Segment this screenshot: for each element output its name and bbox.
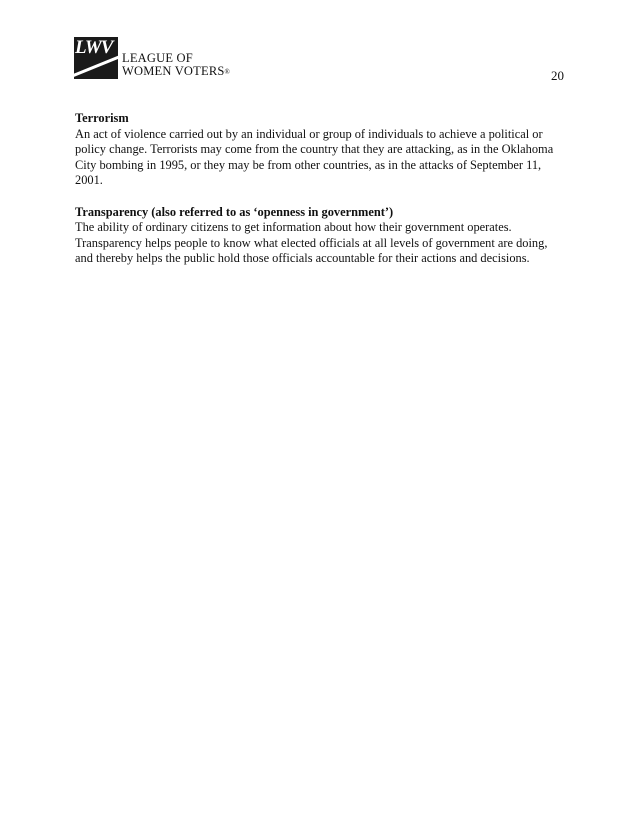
lwv-logo xyxy=(74,37,231,79)
glossary-definition: The ability of ordinary citizens to get information about how their government operates. Transparency helps people to know what elected officials at all levels of government are doing, and thereby helps the public hold those officials accountable for their actions and decisions. xyxy=(75,220,548,266)
glossary-entry-terrorism xyxy=(75,111,567,189)
page-number: 20 xyxy=(551,68,564,83)
glossary-content xyxy=(75,111,567,283)
lwv-logo-mark xyxy=(74,37,118,79)
glossary-entry-transparency xyxy=(75,205,567,267)
logo-wordmark xyxy=(122,52,230,78)
logo-line-1: LEAGUE OF xyxy=(122,51,193,65)
logo-mark-letters: LWV xyxy=(75,37,113,58)
glossary-definition: An act of violence carried out by an individual or group of individuals to achieve a political or policy change. Terrorists may come from the country that they are attacking, as in the Oklahoma City bombing in 1995, or they may be from other countries, as in the attacks of September 11, 2001. xyxy=(75,126,554,188)
logo-line-2-text: WOMEN VOTERS xyxy=(122,64,225,78)
glossary-term: Terrorism xyxy=(75,111,129,125)
logo-line-2 xyxy=(122,65,230,78)
glossary-term: Transparency (also referred to as ‘openness in government’) xyxy=(75,204,394,219)
registered-mark: ® xyxy=(224,68,231,76)
